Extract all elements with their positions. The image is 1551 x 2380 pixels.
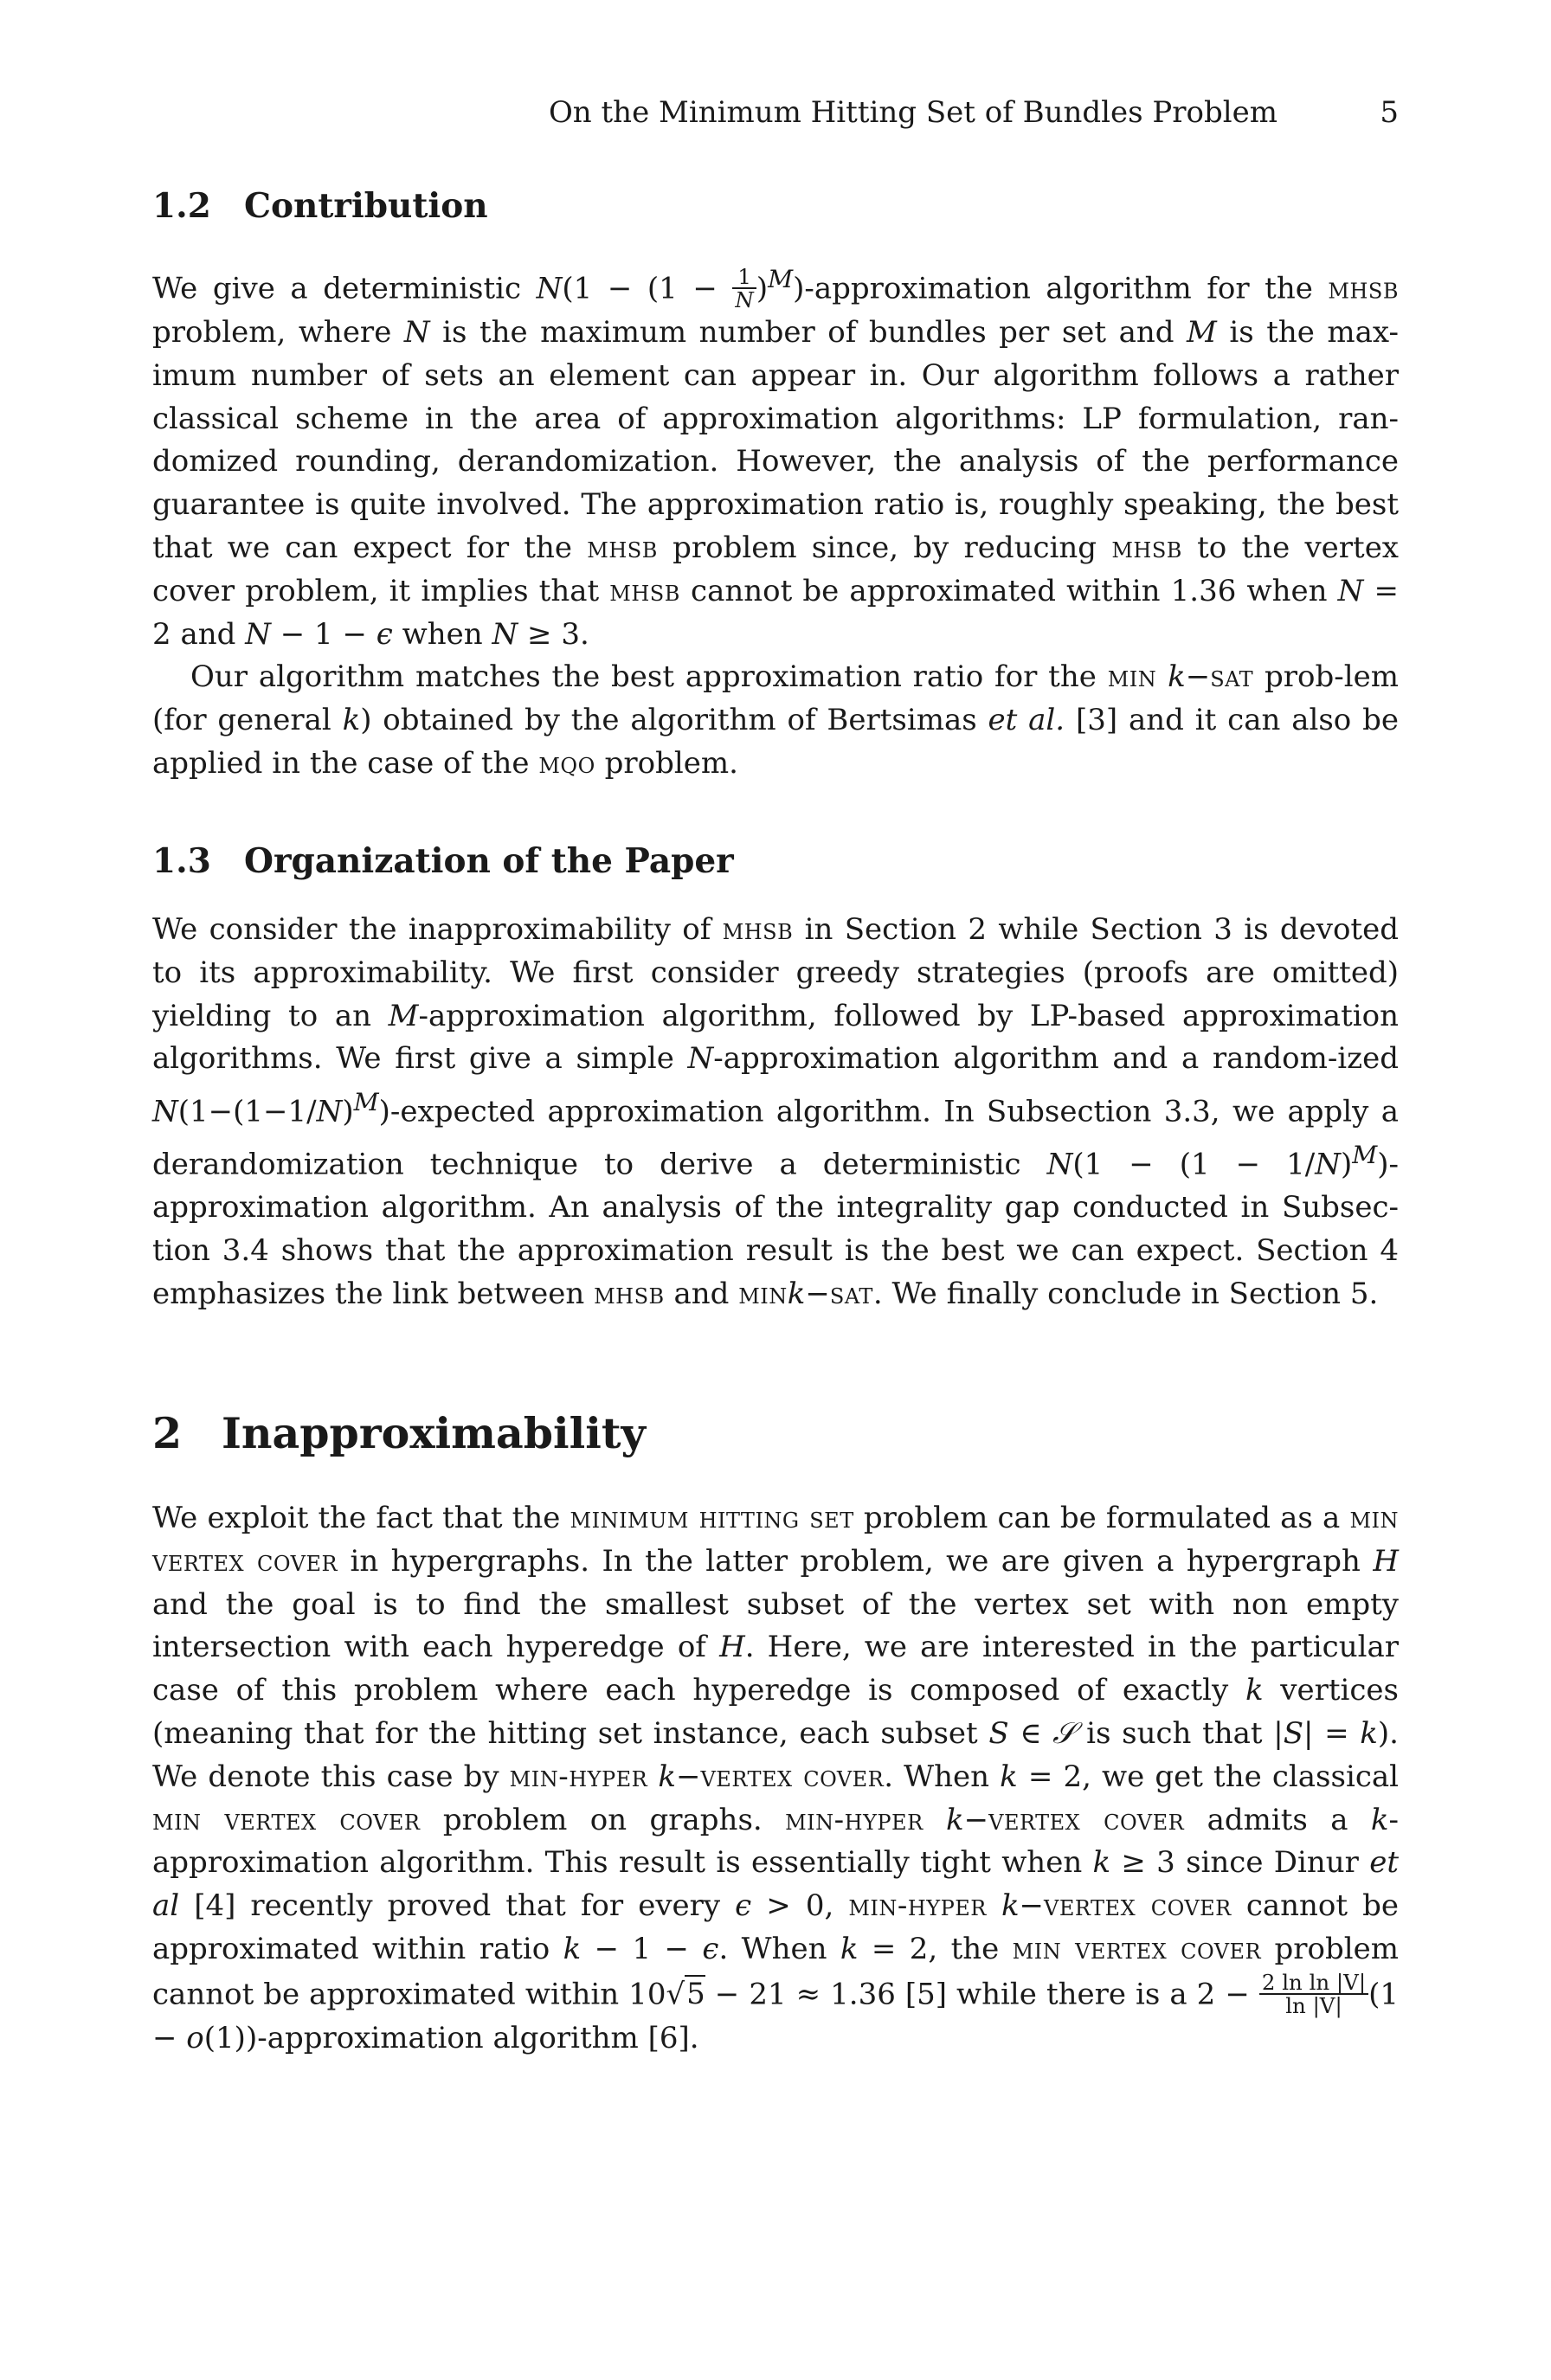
fraction: $\frac{1}{N}$ xyxy=(732,266,756,312)
section-inapproximability xyxy=(152,1402,1399,1464)
running-title: On the Minimum Hitting Set of Bundles Problem xyxy=(548,95,1277,130)
section-organization xyxy=(152,835,1399,887)
section-number: 2 xyxy=(152,1408,183,1458)
section-title: Organization of the Paper xyxy=(244,841,734,881)
page-number: 5 xyxy=(1380,95,1399,130)
section-heading-contribution xyxy=(152,180,1399,232)
contribution-body xyxy=(152,258,1399,786)
section-title: Contribution xyxy=(244,186,488,226)
paragraph: We consider the inapproximability of mhsb in Section 2 while Section 3 is devoted to its approximability. We first consider greedy strategies (proofs are omitted) yielding to an M-approximation algorithm, followed by LP-based approximation algorithms. We first give a simple N-approximation algorithm and a random-ized $N(1-(1-1/N)^M)$-expected approximation algorithm. In Subsection 3.3, we apply a derandomization technique to derive a deterministic $N(1 - (1 - 1/N)^M)$-approximation algorithm. An analysis of the integrality gap conducted in Subsec-tion 3.4 shows that the approximation result is the best we can expect. Section 4 emphasizes the link between mhsb and mink−sat. We finally conclude in Section 5. xyxy=(152,912,1399,1312)
section-heading-inapproximability xyxy=(152,1402,1399,1464)
paragraph: Our algorithm matches the best approximation ratio for the min k−sat prob-lem (for general k) obtained by the algorithm of Bertsimas et al. [3] and it can also be applied in the case of the mqo problem. xyxy=(152,659,1399,782)
organization-body xyxy=(152,909,1399,1316)
fraction: $\frac{\text{2 ln ln |V|}}{\ln |V|}$ xyxy=(1259,1972,1368,2017)
paragraph: We give a deterministic N(1 − (1 − $\frac{1}{N}$ )$^M$)-approximation algorithm for the mhsb problem, where N is the maximum number of bundles per set and M is the max-imum number of sets an element can appear in. Our algorithm follows a rather classical scheme in the area of approximation algorithms: LP formulation, ran-domized rounding, derandomization. However, the analysis of the performance guarantee is quite involved. The approximation ratio is, roughly speaking, the best that we can expect for the mhsb problem since, by reducing mhsb to the vertex cover problem, it implies that mhsb cannot be approximated within 1.36 when N = 2 and N − 1 − ϵ when N ≥ 3. xyxy=(152,263,1400,652)
section-number: 1.3 xyxy=(152,841,211,881)
section-heading-organization xyxy=(152,835,1399,887)
inapproximability-body xyxy=(152,1497,1399,2061)
section-title: Inapproximability xyxy=(222,1408,646,1458)
paragraph: We exploit the fact that the minimum hitting set problem can be formulated as a min vertex cover in hypergraphs. In the latter problem, we are given a hypergraph H and the goal is to find the smallest subset of the vertex set with non empty intersection with each hyperedge of H. Here, we are interested in the particular case of this problem where each hyperedge is composed of exactly k vertices (meaning that for the hitting set instance, each subset S ∈ 𝒮 is such that |S| = k). We denote this case by min-hyper k−vertex cover. When k = 2, we get the classical min vertex cover problem on graphs. min-hyper k−vertex cover admits a k-approximation algorithm. This result is essentially tight when k ≥ 3 since Dinur et al [4] recently proved that for every ϵ > 0, min-hyper k−vertex cover cannot be approximated within ratio k − 1 − ϵ. When k = 2, the min vertex cover problem cannot be approximated within 10√5 − 21 ≈ 1.36 [5] while there is a 2 − $\frac{\text{2 ln ln |V|}}{\ln |V|}$ (1 − o(1))-approximation algorithm [6]. xyxy=(152,1501,1399,2056)
running-head xyxy=(548,93,1399,132)
section-contribution xyxy=(152,180,1399,232)
section-number: 1.2 xyxy=(152,186,211,226)
